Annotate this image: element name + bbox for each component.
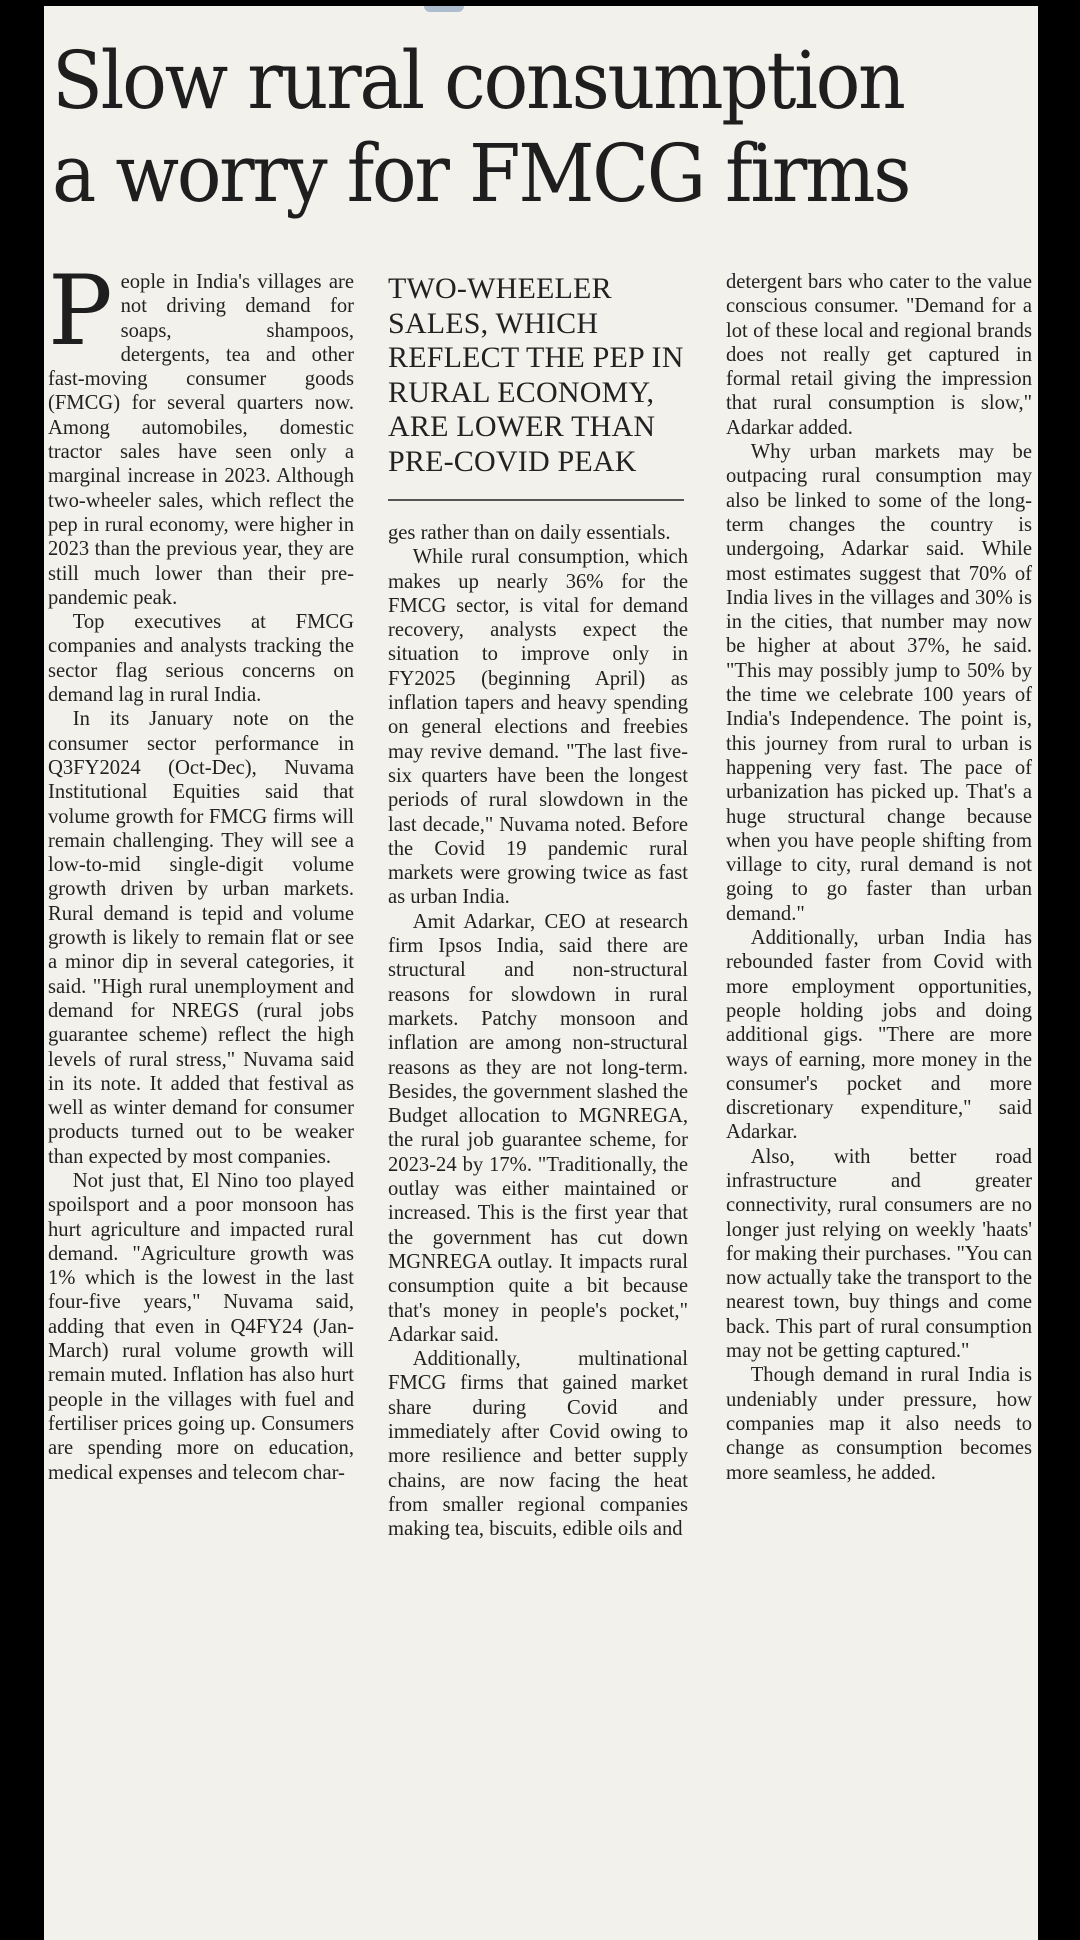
headline-text: Slow rural consumption a worry for FMCG firms — [52, 34, 910, 220]
paragraph: Why urban markets may be outpacing rural consumption may also be linked to some of the long-term changes the country is undergoing, Adarkar said. While most estimates suggest that 70% of India lives in the villages and 30% is in the cities, that number may now be higher at about 37%, he said. "This may possibly jump to 50% by the time we celebrate 100 years of India's Independence. The point is, this journey from rural to urban is happening very fast. The pace of urbanization has picked up. That's a huge structural change because when you have people shifting from village to city, rural demand is not going to go faster than urban demand." — [726, 441, 1032, 925]
paragraph — [48, 255, 354, 610]
column-3 — [726, 270, 1032, 1485]
pull-quote: TWO-WHEELER SALES, WHICH REFLECT THE PEP IN RURAL ECONOMY, ARE LOWER THAN PRE-COVID PEAK — [388, 272, 684, 501]
paragraph: Also, with better road infrastructure and greater connectivity, rural consumers are no longer just relying on weekly 'haats' for making their purchases. "You can now actually take the transport to the nearest town, buy things and come back. This part of rural consumption may not be getting captured." — [726, 1145, 1032, 1363]
paragraph: In its January note on the consumer sector performance in Q3FY2024 (Oct-Dec), Nuvama Institutional Equities said that volume growth for FMCG firms will remain challenging. They will see a low-to-mid single-digit volume growth driven by urban markets. Rural demand is tepid and volume growth is likely to remain flat or see a minor dip in several categories, it said. "High rural unemployment and demand for NREGS (rural jobs guarantee scheme) reflect the high levels of rural stress," Nuvama said in its note. It added that festival as well as winter demand for consumer products turned out to be weaker than expected by most companies. — [48, 708, 354, 1168]
column-2 — [388, 270, 688, 1541]
paragraph: ges rather than on daily essentials. — [388, 522, 671, 544]
newspaper-clipping — [44, 6, 1038, 1940]
paragraph: Though demand in rural India is undeniably under pressure, how companies map it also needs to change as consumption becomes more seamless, he added. — [726, 1364, 1032, 1484]
paragraph: Top executives at FMCG companies and analysts tracking the sector flag serious concerns on demand lag in rural India. — [48, 611, 354, 707]
ink-smudge — [424, 6, 464, 12]
paragraph: Additionally, multinational FMCG firms that gained market share during Covid and immediately after Covid owing to more resilience and better supply chains, are now facing the heat from smaller regional companies making tea, biscuits, edible oils and — [388, 1348, 688, 1541]
paragraph: While rural consumption, which makes up nearly 36% for the FMCG sector, is vital for demand recovery, analysts expect the situation to improve only in FY2025 (beginning April) as inflation tapers and heavy spending on general elections and freebies may revive demand. "The last five-six quarters have been the longest periods of rural slowdown in the last decade," Nuvama noted. Before the Covid 19 pandemic rural markets were growing twice as fast as urban India. — [388, 546, 688, 909]
paragraph: Additionally, urban India has rebounded faster from Covid with more employment opportunities, people holding jobs and doing additional gigs. "There are more ways of earning, more money in the consumer's pocket and more discretionary expenditure," said Adarkar. — [726, 927, 1032, 1144]
paragraph: Amit Adarkar, CEO at research firm Ipsos India, said there are structural and non-structural reasons for slowdown in rural markets. Patchy monsoon and inflation are among non-structural reasons as they are not long-term. Besides, the government slashed the Budget allocation to MGNREGA, the rural job guarantee scheme, for 2023-24 by 17%. "Traditionally, the outlay was either maintained or increased. This is the first year that the government has cut down MGNREGA outlay. It impacts rural consumption quite a bit because that's money in people's pocket," Adarkar said. — [388, 910, 688, 1346]
paragraph-text: eople in India's villages are not driving demand for soaps, shampoos, detergents, tea and other fast-moving consumer goods (FMCG) for several quarters now. Among automobiles, domestic tractor sales have seen only a marginal increase in 2023. Although two-wheeler sales, which reflect the pep in rural economy, were higher in 2023 than the previous year, they are still much lower than their pre-pandemic peak. — [48, 271, 354, 609]
headline — [52, 34, 963, 220]
paragraph: Not just that, El Nino too played spoilsport and a poor monsoon has hurt agriculture and impacted rural demand. "Agriculture growth was 1% which is the lowest in the last four-five years," Nuvama said, adding that even in Q4FY24 (Jan-March) rural volume growth will remain muted. Inflation has also hurt people in the villages with fuel and fertiliser prices going up. Consumers are spending more on education, medical expenses and telecom char- — [48, 1169, 354, 1484]
drop-cap: P — [48, 255, 113, 367]
paragraph: detergent bars who cater to the value conscious consumer. "Demand for a lot of these local and regional brands does not really get captured in formal retail giving the impression that rural consumption is slow," Adarkar added. — [726, 271, 1032, 439]
column-1 — [48, 255, 354, 1485]
